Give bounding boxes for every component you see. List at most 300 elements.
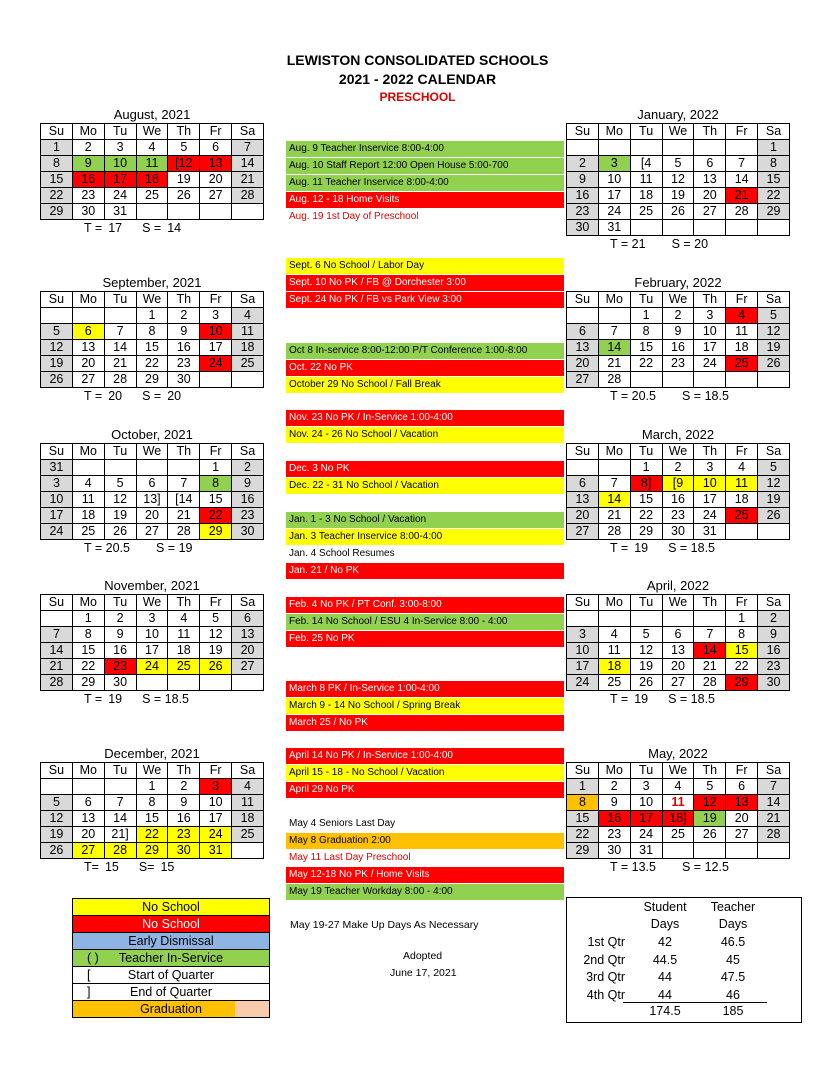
day-cell: 20 (567, 356, 599, 372)
month-name: February, 2022 (634, 275, 722, 290)
day-cell: 28 (694, 675, 726, 691)
day-cell: 15 (200, 492, 232, 508)
day-cell: 22 (726, 659, 758, 675)
weekday-header: Su (41, 124, 73, 140)
summary-cell: 44 (658, 970, 672, 984)
day-cell (72, 308, 104, 324)
day-cell: 8 (136, 324, 168, 340)
event-item: March 25 / No PK (286, 715, 564, 731)
count-part: T = (610, 692, 629, 706)
day-cell: 20 (136, 508, 168, 524)
weekday-header: Mo (598, 763, 630, 779)
day-cell: 25 (136, 188, 168, 204)
school-name: LEWISTON CONSOLIDATED SCHOOLS (286, 52, 549, 68)
day-cell (41, 779, 73, 795)
day-counts (40, 220, 264, 236)
day-cell: 10 (567, 643, 599, 659)
day-cell: 19 (104, 508, 136, 524)
day-cell: 5 (41, 324, 73, 340)
day-cell: 26 (630, 675, 662, 691)
legend-label: No School (142, 917, 200, 931)
summary-cell: 174.5 (649, 1004, 681, 1018)
day-cell: 1 (630, 308, 662, 324)
day-cell: 1 (200, 460, 232, 476)
day-cell: 20 (567, 508, 599, 524)
day-cell: 14 (726, 172, 758, 188)
day-cell: 29 (758, 204, 790, 220)
event-item: Feb. 25 No PK (286, 631, 564, 647)
adopted-date: June 17, 2021 (390, 967, 457, 979)
weekday-header: Su (41, 763, 73, 779)
day-cell (694, 220, 726, 236)
count-part: 14 (167, 221, 182, 235)
day-cell: 18 (598, 659, 630, 675)
day-cell (726, 524, 758, 540)
day-counts (566, 859, 790, 875)
count-part: 20 (108, 389, 123, 403)
day-cell: 30 (758, 675, 790, 691)
day-cell: 1 (630, 460, 662, 476)
day-cell: 27 (567, 524, 599, 540)
day-cell (726, 220, 758, 236)
day-cell: 16 (758, 643, 790, 659)
count-part: S = 19 (155, 541, 193, 555)
weekday-header: Tu (104, 444, 136, 460)
month-calendar (566, 275, 790, 404)
day-cell: 9 (168, 795, 200, 811)
weekday-header: Th (694, 292, 726, 308)
weekday-header: Mo (598, 292, 630, 308)
legend-label: Graduation (140, 1002, 202, 1016)
day-cell: 2 (72, 140, 104, 156)
day-cell: 6 (567, 476, 599, 492)
day-cell (232, 372, 264, 388)
event-item: Oct 8 In-service 8:00-12:00 P/T Conference 1:00-8:00 (286, 343, 564, 359)
day-cell (104, 779, 136, 795)
day-cell: 29 (567, 843, 599, 859)
day-cell: 5 (758, 308, 790, 324)
month-calendar (40, 275, 264, 404)
day-cell: 10 (694, 324, 726, 340)
day-cell: 21 (168, 508, 200, 524)
program-name: PRESCHOOL (379, 90, 456, 104)
day-cell: 5 (168, 140, 200, 156)
day-cell: 24 (200, 356, 232, 372)
day-cell: 20 (72, 356, 104, 372)
month-name: December, 2021 (104, 746, 200, 761)
day-cell: [12 (168, 156, 200, 172)
day-cell: 30 (72, 204, 104, 220)
day-cell: 6 (694, 156, 726, 172)
weekday-header: Su (567, 763, 599, 779)
day-cell: 15 (758, 172, 790, 188)
day-cell: 25 (232, 356, 264, 372)
count-part: 19 (634, 692, 649, 706)
day-cell (662, 843, 694, 859)
day-cell (41, 611, 73, 627)
day-cell: 23 (758, 659, 790, 675)
weekday-header: Su (567, 292, 599, 308)
summary-row (567, 970, 801, 987)
total-divider (623, 1002, 767, 1003)
day-cell: 27 (72, 372, 104, 388)
weekday-header: We (662, 595, 694, 611)
weekday-header: Fr (200, 595, 232, 611)
summary-cell: 45 (726, 952, 740, 967)
count-part: T = (84, 221, 103, 235)
day-cell: 30 (567, 220, 599, 236)
weekday-header: Fr (726, 124, 758, 140)
day-cell: 23 (232, 508, 264, 524)
day-counts (40, 388, 264, 404)
day-cell: 3 (567, 627, 599, 643)
summary-cell: Days (650, 917, 680, 931)
day-cell: 25 (726, 356, 758, 372)
weekday-header: Th (168, 292, 200, 308)
day-cell: 16 (662, 340, 694, 356)
day-cell (630, 611, 662, 627)
day-cell: 16 (232, 492, 264, 508)
day-cell: 29 (41, 204, 73, 220)
day-cell: 17 (567, 659, 599, 675)
event-item: April 29 No PK (286, 782, 564, 798)
summary-row (567, 917, 801, 934)
summary-cell: 47.5 (720, 970, 746, 984)
day-counts (566, 236, 790, 252)
weekday-header: Sa (758, 124, 790, 140)
event-item: March 9 - 14 No School / Spring Break (286, 698, 564, 714)
day-cell: 21 (232, 172, 264, 188)
day-cell: 3 (694, 460, 726, 476)
day-cell (758, 524, 790, 540)
summary-row (567, 935, 801, 952)
day-cell: 24 (630, 827, 662, 843)
day-cell: 28 (168, 524, 200, 540)
day-cell: 20 (662, 659, 694, 675)
day-cell: 18 (726, 340, 758, 356)
day-cell: 19 (200, 643, 232, 659)
day-cell (232, 675, 264, 691)
weekday-header: Fr (726, 444, 758, 460)
day-counts (566, 540, 790, 556)
event-item: Sept. 24 No PK / FB vs Park View 3:00 (286, 292, 564, 308)
day-cell: 1 (758, 140, 790, 156)
month-grid (40, 762, 264, 859)
day-cell (232, 843, 264, 859)
weekday-header: Sa (232, 292, 264, 308)
count-part: S = 12.5 (681, 860, 729, 874)
event-item: Aug. 11 Teacher Inservice 8:00-4:00 (286, 175, 564, 191)
day-counts (566, 691, 790, 707)
day-cell: 22 (136, 356, 168, 372)
day-cell: 15 (41, 172, 73, 188)
day-cell: 31 (41, 460, 73, 476)
weekday-header: Mo (72, 763, 104, 779)
day-cell: [4 (630, 156, 662, 172)
day-cell: 24 (694, 508, 726, 524)
month-grid (566, 594, 790, 691)
day-cell (662, 140, 694, 156)
legend (72, 898, 270, 1018)
day-cell: 28 (232, 188, 264, 204)
day-cell: 11 (232, 795, 264, 811)
day-cell (104, 308, 136, 324)
month-grid (40, 291, 264, 388)
day-cell (630, 372, 662, 388)
weekday-header: We (662, 763, 694, 779)
day-cell: 21 (726, 188, 758, 204)
month-grid (566, 443, 790, 540)
day-cell: 23 (662, 356, 694, 372)
day-cell: 30 (168, 843, 200, 859)
weekday-header: Th (694, 595, 726, 611)
day-cell (662, 611, 694, 627)
day-counts (40, 859, 264, 875)
day-cell: 7 (694, 627, 726, 643)
summary-cell: Teacher (710, 900, 756, 914)
day-cell: 8 (136, 795, 168, 811)
day-cell (136, 204, 168, 220)
day-cell: 3 (136, 611, 168, 627)
day-cell: 6 (136, 476, 168, 492)
day-cell: 14 (104, 340, 136, 356)
day-cell: 4 (726, 308, 758, 324)
day-cell: 27 (136, 524, 168, 540)
day-cell: 31 (598, 220, 630, 236)
day-cell: 23 (168, 827, 200, 843)
day-cell: 9 (72, 156, 104, 172)
day-cell: 11 (168, 627, 200, 643)
count-part: T = 20.5 (84, 541, 130, 555)
event-item: Jan. 4 School Resumes (289, 548, 395, 559)
day-cell (758, 843, 790, 859)
weekday-header: We (136, 444, 168, 460)
summary-cell: 1st Qtr (587, 935, 625, 949)
count-part: S= (138, 860, 155, 874)
event-item: May 4 Seniors Last Day (289, 818, 396, 829)
day-cell: 18 (726, 492, 758, 508)
month-grid (566, 123, 790, 236)
day-cell: 31 (104, 204, 136, 220)
day-cell: 25 (598, 675, 630, 691)
legend-label: No School (142, 900, 200, 914)
legend-item (73, 967, 269, 984)
count-part: 15 (104, 860, 119, 874)
day-cell: 8] (630, 476, 662, 492)
day-cell: 31 (200, 843, 232, 859)
event-item: Aug. 9 Teacher Inservice 8:00-4:00 (286, 141, 564, 157)
day-cell: 30 (104, 675, 136, 691)
event-item: May 19 Teacher Workday 8:00 - 4:00 (286, 884, 564, 900)
summary-row (567, 1004, 801, 1021)
day-cell: 15 (630, 492, 662, 508)
day-cell: 26 (758, 356, 790, 372)
summary-cell: 4th Qtr (586, 987, 625, 1002)
weekday-header: Fr (200, 763, 232, 779)
day-cell: 7 (758, 779, 790, 795)
day-cell: 3 (694, 308, 726, 324)
legend-swatch (235, 1001, 269, 1017)
weekday-header: Sa (758, 292, 790, 308)
summary-cell: 46 (726, 987, 740, 1002)
day-cell: 31 (694, 524, 726, 540)
day-cell: 4 (232, 308, 264, 324)
day-cell: 17 (200, 340, 232, 356)
day-cell: 10 (598, 172, 630, 188)
day-cell: 8 (630, 324, 662, 340)
day-cell: 24 (41, 524, 73, 540)
day-cell: 14 (694, 643, 726, 659)
day-cell: 2 (662, 308, 694, 324)
weekday-header: Fr (200, 444, 232, 460)
day-cell: 17 (136, 643, 168, 659)
day-cell (136, 675, 168, 691)
event-item: May 8 Graduation 2:00 (286, 833, 564, 849)
day-cell: 9 (758, 627, 790, 643)
month-grid (40, 123, 264, 220)
weekday-header: Th (168, 763, 200, 779)
day-cell: 22 (200, 508, 232, 524)
day-cell: 2 (598, 779, 630, 795)
day-cell: 18] (662, 811, 694, 827)
month-name: March, 2022 (641, 427, 715, 442)
day-cell: 1 (72, 611, 104, 627)
month-calendar (566, 746, 790, 875)
days-summary-table (566, 897, 802, 1023)
day-cell (104, 460, 136, 476)
summary-cell: 3rd Qtr (586, 970, 625, 984)
day-cell: 28 (41, 675, 73, 691)
day-cell: 18 (72, 508, 104, 524)
weekday-header: Tu (104, 124, 136, 140)
legend-label: Early Dismissal (128, 934, 214, 948)
weekday-header: Tu (104, 763, 136, 779)
event-item: May 12-18 No PK / Home Visits (286, 867, 564, 883)
weekday-header: Su (567, 124, 599, 140)
day-cell: 7 (104, 795, 136, 811)
day-cell: 5 (630, 627, 662, 643)
day-cell: 5 (200, 611, 232, 627)
day-cell: 3 (104, 140, 136, 156)
event-item: Aug. 19 1st Day of Preschool (289, 211, 419, 222)
event-item: Dec. 22 - 31 No School / Vacation (286, 478, 564, 494)
day-cell: 22 (41, 188, 73, 204)
day-cell: 4 (662, 779, 694, 795)
day-cell: 9 (168, 324, 200, 340)
day-cell: 12 (758, 324, 790, 340)
legend-item (73, 916, 269, 933)
legend-item (73, 933, 269, 950)
day-cell: 17 (630, 811, 662, 827)
weekday-header: Th (168, 595, 200, 611)
day-cell: 7 (168, 476, 200, 492)
month-grid (40, 594, 264, 691)
day-cell: 20 (200, 172, 232, 188)
day-cell: 25 (72, 524, 104, 540)
day-cell: 19 (662, 188, 694, 204)
day-cell: 19 (630, 659, 662, 675)
event-item: Nov. 23 No PK / In-Service 1:00-4:00 (286, 410, 564, 426)
day-cell (726, 372, 758, 388)
day-cell: 8 (758, 156, 790, 172)
day-cell (662, 220, 694, 236)
day-cell: 12 (694, 795, 726, 811)
event-item: Aug. 10 Staff Report 12:00 Open House 5:00-700 (286, 158, 564, 174)
month-name: May, 2022 (648, 746, 708, 761)
day-cell: [14 (168, 492, 200, 508)
day-cell: 26 (41, 372, 73, 388)
day-cell: 15 (136, 340, 168, 356)
day-cell: 7 (598, 476, 630, 492)
day-cell (630, 140, 662, 156)
day-cell: 26 (694, 827, 726, 843)
day-cell: 14 (104, 811, 136, 827)
weekday-header: Fr (200, 292, 232, 308)
day-cell: 28 (726, 204, 758, 220)
day-cell: 17 (41, 508, 73, 524)
day-cell: 9 (598, 795, 630, 811)
event-item: Jan. 21 / No PK (286, 563, 564, 579)
day-cell: 14 (598, 492, 630, 508)
day-cell: 13 (694, 172, 726, 188)
weekday-header: We (136, 763, 168, 779)
summary-cell: Days (718, 917, 748, 931)
day-cell: 15 (72, 643, 104, 659)
day-cell: 6 (726, 779, 758, 795)
day-cell: 21 (41, 659, 73, 675)
day-cell (567, 460, 599, 476)
count-part: S = 18.5 (681, 389, 729, 403)
day-cell (168, 460, 200, 476)
day-cell: 2 (567, 156, 599, 172)
month-calendar (566, 427, 790, 556)
summary-row (567, 953, 801, 970)
day-cell: 25 (630, 204, 662, 220)
weekday-header: Sa (758, 595, 790, 611)
day-cell: 21 (598, 356, 630, 372)
calendar-year: 2021 - 2022 CALENDAR (338, 71, 497, 87)
day-cell: 11 (598, 643, 630, 659)
month-name: November, 2021 (104, 578, 200, 593)
weekday-header: Fr (726, 595, 758, 611)
day-counts (40, 540, 264, 556)
day-cell: 27 (694, 204, 726, 220)
day-cell: 26 (104, 524, 136, 540)
day-cell: 29 (726, 675, 758, 691)
day-cell: 17 (694, 340, 726, 356)
month-calendar (40, 578, 264, 707)
day-cell: 1 (726, 611, 758, 627)
day-cell: 14 (41, 643, 73, 659)
day-cell (598, 140, 630, 156)
weekday-header: Su (567, 444, 599, 460)
day-cell (598, 460, 630, 476)
weekday-header: Mo (598, 124, 630, 140)
day-cell: 29 (136, 843, 168, 859)
day-cell: 15 (567, 811, 599, 827)
day-cell: 12 (41, 340, 73, 356)
day-cell: 22 (758, 188, 790, 204)
day-cell: 25 (726, 508, 758, 524)
count-part: T = 20.5 (610, 389, 656, 403)
event-item: April 14 No PK / In-Service 1:00-4:00 (286, 748, 564, 764)
day-cell: 27 (72, 843, 104, 859)
weekday-header: We (662, 124, 694, 140)
month-name: October, 2021 (111, 427, 193, 442)
count-part: 20 (167, 389, 182, 403)
weekday-header: Mo (598, 595, 630, 611)
day-cell: 23 (104, 659, 136, 675)
